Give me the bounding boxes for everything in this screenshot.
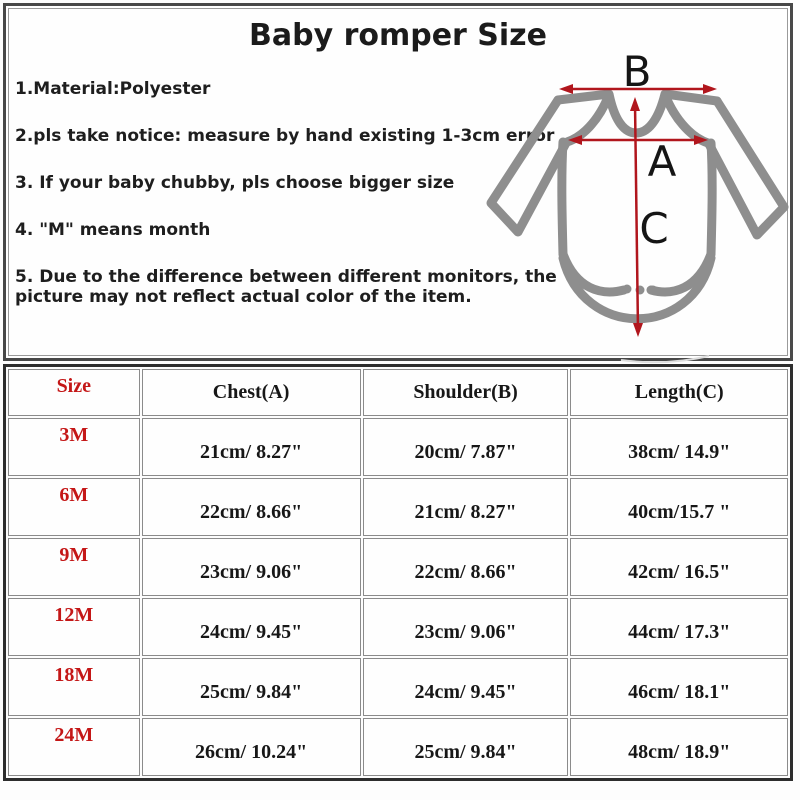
column-header-shoulder: Shoulder(B) [363,369,569,416]
chest-cell: 22cm/ 8.66" [142,478,361,536]
page-title: Baby romper Size [248,18,547,53]
table-row [8,538,788,596]
size-table-body [8,418,788,776]
note-material: 1.Material:Polyester [15,79,211,99]
length-cell: 40cm/15.7 " [570,478,788,536]
chest-cell: 25cm/ 9.84" [142,658,361,716]
column-header-chest: Chest(A) [142,369,361,416]
chest-cell: 24cm/ 9.45" [142,598,361,656]
table-row [8,598,788,656]
length-cell: 38cm/ 14.9" [570,418,788,476]
size-cell: 9M [8,538,140,596]
length-label-c: C [639,204,669,253]
table-row [8,478,788,536]
header-row [8,369,788,416]
length-cell: 48cm/ 18.9" [570,718,788,776]
shoulder-cell: 20cm/ 7.87" [363,418,569,476]
snap-dots-icon [623,285,658,295]
shoulder-cell: 23cm/ 9.06" [363,598,569,656]
table-row [8,418,788,476]
note-month-meaning: 4. "M" means month [15,220,211,241]
chest-cell: 26cm/ 10.24" [142,718,361,776]
length-cell: 42cm/ 16.5" [570,538,788,596]
chest-label-a: A [647,137,677,186]
size-table-header [8,369,788,416]
shoulder-label-b: B [622,47,652,96]
size-cell: 18M [8,658,140,716]
column-header-size: Size [8,369,140,416]
shoulder-cell: 25cm/ 9.84" [363,718,569,776]
note-measure-error: 2.pls take notice: measure by hand existing 1-3cm error [15,126,555,147]
length-cell: 46cm/ 18.1" [570,658,788,716]
size-cell: 6M [8,478,140,536]
chest-cell: 21cm/ 8.27" [142,418,361,476]
size-cell: 3M [8,418,140,476]
table-row [8,658,788,716]
size-cell: 24M [8,718,140,776]
note-monitor-color: 5. Due to the difference between different monitors, the picture may not reflect actual color of the item. [15,267,557,308]
shoulder-cell: 24cm/ 9.45" [363,658,569,716]
size-cell: 12M [8,598,140,656]
length-cell: 44cm/ 17.3" [570,598,788,656]
column-header-length: Length(C) [570,369,788,416]
chest-cell: 23cm/ 9.06" [142,538,361,596]
faint-smudge [621,356,709,362]
romper-measurement-diagram [466,44,796,366]
size-table [3,364,793,781]
info-panel [3,3,793,361]
shoulder-cell: 22cm/ 8.66" [363,538,569,596]
note-bigger-size: 3. If your baby chubby, pls choose bigger size [15,173,455,194]
shoulder-cell: 21cm/ 8.27" [363,478,569,536]
table-row [8,718,788,776]
